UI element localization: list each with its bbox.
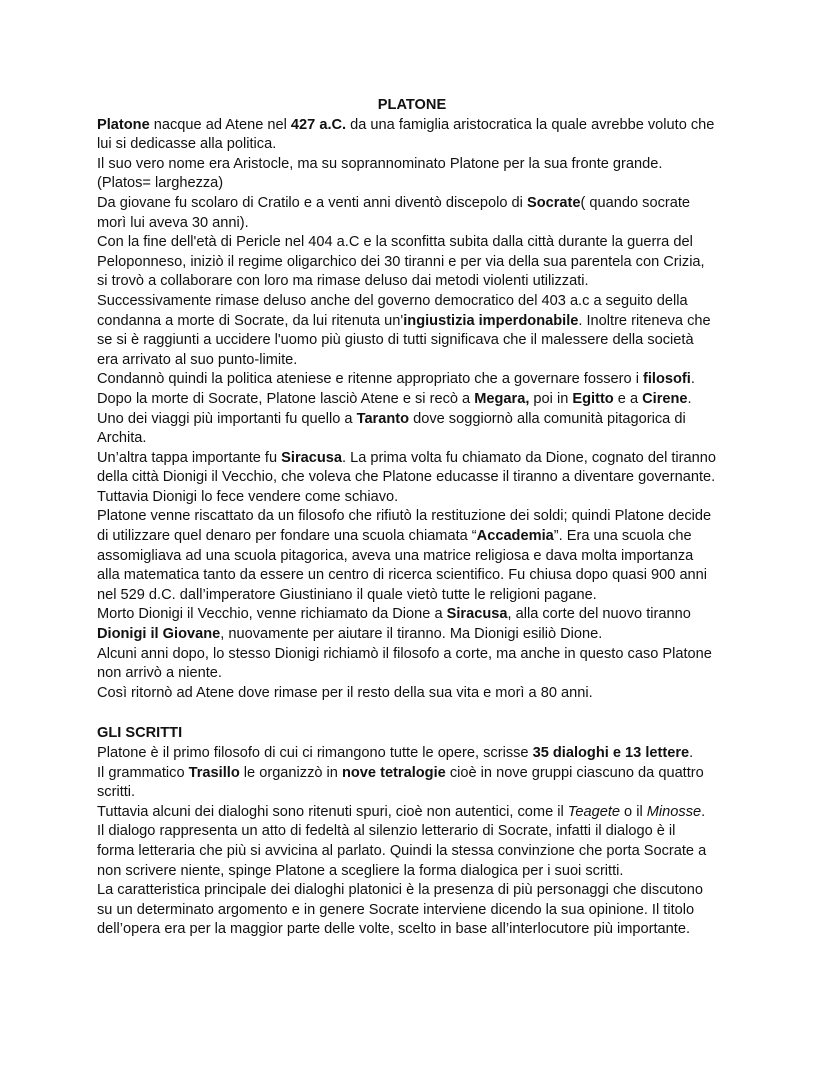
text-run: morì lui aveva 30 anni).: [97, 214, 249, 231]
text-line: [97, 410, 757, 430]
text-line: [97, 507, 757, 527]
text-run: su un determinato argomento e in genere Socrate interviene dicendo la sua opinione. Il titolo: [97, 901, 695, 918]
bold-text: Cirene: [642, 390, 688, 407]
text-run: dell’opera era per la maggior parte delle volte, scelto in base all’interlocutore più importante.: [97, 921, 690, 938]
text-run: nel 529 d.C. dall’imperatore Giustiniano il quale vietò tutte le religioni pagane.: [97, 586, 597, 603]
text-run: Tuttavia Dionigi lo fece vendere come schiavo.: [97, 488, 399, 505]
text-run: Così ritornò ad Atene dove rimase per il resto della sua vita e morì a 80 anni.: [97, 684, 593, 701]
text-line: [97, 429, 757, 449]
italic-text: Teagete: [567, 803, 620, 820]
text-line: [97, 783, 757, 803]
text-line: [97, 547, 757, 567]
text-line: [97, 822, 757, 842]
section-heading-scritti: [97, 724, 757, 744]
text-line: [97, 586, 757, 606]
bold-text: nove tetralogie: [341, 764, 446, 781]
text-line: [97, 351, 757, 371]
text-line: [97, 684, 757, 704]
text-line: [97, 664, 757, 684]
bold-text: Platone: [97, 116, 150, 133]
text-run: da una famiglia aristocratica la quale avrebbe voluto che: [346, 116, 715, 133]
text-run: assomigliava ad una scuola pitagorica, aveva una matrice religiosa e dava molta importanza: [97, 547, 694, 564]
text-run: .: [687, 390, 692, 407]
bold-text: Egitto: [572, 390, 614, 407]
bold-text: 35 dialoghi e 13 lettere: [532, 745, 690, 761]
text-run: . Inoltre riteneva che: [578, 312, 711, 329]
bold-text: Taranto: [356, 410, 410, 427]
text-line: [97, 292, 757, 312]
text-run: Platone è il primo filosofo di cui ci rimangono tutte le opere, scrisse: [97, 745, 533, 761]
text-line: [97, 645, 757, 665]
text-line: [97, 155, 757, 175]
text-line: [97, 862, 757, 882]
text-line: [97, 312, 757, 332]
biography-section: [97, 116, 757, 704]
text-line: [97, 331, 757, 351]
text-run: scritti.: [97, 784, 136, 801]
text-run: era arrivato al suo punto-limite.: [97, 351, 298, 368]
text-line: [97, 174, 757, 194]
text-run: della città Dionigi il Vecchio, che voleva che Platone educasse il tiranno a diventare governante.: [97, 469, 716, 486]
text-run: La caratteristica principale dei dialoghi platonici è la presenza di più personaggi che discutono: [97, 882, 704, 899]
text-line: [97, 625, 757, 645]
text-run: Archita.: [97, 430, 147, 447]
bold-text: Dionigi il Giovane: [97, 626, 221, 643]
text-run: si trovò a collaborare con loro ma rimase deluso dai metodi violenti utilizzati.: [97, 273, 589, 290]
text-run: le organizzò in: [239, 764, 342, 781]
text-run: ( quando socrate: [580, 194, 691, 211]
text-run: Morto Dionigi il Vecchio, venne richiamato da Dione a: [97, 606, 447, 623]
text-run: Il suo vero nome era Aristocle, ma su soprannominato Platone per la sua fronte grande.: [97, 155, 663, 172]
text-line: [97, 272, 757, 292]
text-run: .: [690, 371, 695, 388]
text-run: Tuttavia alcuni dei dialoghi sono ritenuti spuri, cioè non autentici, come il: [97, 803, 568, 820]
text-run: Il dialogo rappresenta un atto di fedeltà al silenzio letterario di Socrate, infatti il dialogo è il: [97, 823, 676, 840]
text-run: alla matematica tanto da essere un centro di ricerca scientifico. Fu chiusa dopo quasi 900 anni: [97, 567, 708, 584]
text-run: poi in: [529, 390, 573, 407]
text-line: [97, 214, 757, 234]
text-run: lui si dedicasse alla politica.: [97, 136, 277, 153]
bold-text: Siracusa: [281, 449, 343, 466]
text-line: [97, 468, 757, 488]
text-line: [97, 253, 757, 273]
text-line: [97, 116, 757, 136]
text-line: [97, 135, 757, 155]
text-run: dove soggiornò alla comunità pitagorica di: [409, 410, 686, 427]
heading-text: GLI SCRITTI: [97, 725, 183, 742]
text-run: condanna a morte di Socrate, da lui ritenuta un': [97, 312, 404, 329]
text-run: o il: [620, 803, 647, 820]
text-line: [97, 881, 757, 901]
text-run: cioè in nove gruppi ciascuno da quattro: [445, 764, 704, 781]
text-run: non scrivere niente, spinge Platone a scegliere la forma dialogica per i suoi scritti.: [97, 862, 624, 879]
text-run: Peloponneso, iniziò il regime oligarchico dei 30 tiranni e per via della sua parentela con Crizia,: [97, 253, 705, 270]
italic-text: Minosse: [646, 803, 702, 820]
writings-section: [97, 744, 757, 940]
text-run: non arrivò a niente.: [97, 665, 222, 682]
text-run: , alla corte del nuovo tiranno: [507, 606, 691, 623]
text-run: Con la fine dell'età di Pericle nel 404 a.C e la sconfitta subita dalla città durante la guerra del: [97, 234, 693, 251]
text-run: di utilizzare quel denaro per fondare una scuola chiamata “: [97, 528, 477, 545]
text-line: [97, 449, 757, 469]
document-title: PLATONE: [377, 97, 447, 113]
bold-text: ingiustizia imperdonabile: [403, 312, 579, 329]
text-run: ”. Era una scuola che: [553, 528, 692, 545]
blank-line: [97, 703, 757, 724]
text-line: [97, 527, 757, 547]
bold-text: Trasillo: [188, 764, 240, 781]
bold-text: Accademia: [476, 528, 554, 545]
text-run: .: [689, 745, 694, 761]
text-run: (Platos= larghezza): [97, 175, 224, 192]
text-run: forma letteraria che più si avvicina al parlato. Quindi la stessa convinzione che porta Socrate a: [97, 842, 707, 859]
text-line: [97, 842, 757, 862]
text-run: se si è raggiunti a uccidere l'uomo più giusto di tutti significava che il malessere della società: [97, 332, 694, 349]
text-run: Il grammatico: [97, 764, 189, 781]
text-line: [97, 764, 757, 784]
text-line: [97, 920, 757, 940]
text-line: [97, 744, 757, 764]
text-run: Dopo la morte di Socrate, Platone lasciò Atene e si recò a: [97, 390, 475, 407]
text-run: Alcuni anni dopo, lo stesso Dionigi richiamò il filosofo a corte, ma anche in questo caso Platone: [97, 645, 712, 662]
bold-text: Siracusa: [446, 606, 508, 623]
text-line: [97, 605, 757, 625]
text-run: Un’altra tappa importante fu: [97, 449, 282, 466]
text-line: [97, 566, 757, 586]
text-run: Da giovane fu scolaro di Cratilo e a venti anni diventò discepolo di: [97, 194, 527, 211]
text-run: e a: [613, 390, 643, 407]
text-run: Uno dei viaggi più importanti fu quello a: [97, 410, 357, 427]
bold-text: filosofi: [643, 371, 691, 388]
text-line: [97, 803, 757, 823]
document-page: [97, 96, 757, 940]
text-run: Condannò quindi la politica ateniese e ritenne appropriato che a governare fossero i: [97, 371, 644, 388]
text-line: [97, 488, 757, 508]
bold-text: 427 a.C.: [290, 116, 347, 133]
text-line: [97, 901, 757, 921]
text-line: [97, 233, 757, 253]
text-run: , nuovamente per aiutare il tiranno. Ma Dionigi esiliò Dione.: [220, 626, 603, 643]
text-run: Successivamente rimase deluso anche del governo democratico del 403 a.c a seguito della: [97, 292, 688, 309]
text-line: [97, 390, 757, 410]
bold-text: Socrate: [526, 194, 581, 211]
text-run: .: [701, 803, 706, 820]
text-run: . La prima volta fu chiamato da Dione, cognato del tiranno: [342, 449, 717, 466]
text-line: [97, 370, 757, 390]
text-line: [97, 194, 757, 214]
text-run: nacque ad Atene nel: [149, 116, 291, 133]
bold-text: Megara,: [474, 390, 530, 407]
text-run: Platone venne riscattato da un filosofo che rifiutò la restituzione dei soldi; quindi Platone decide: [97, 508, 712, 525]
